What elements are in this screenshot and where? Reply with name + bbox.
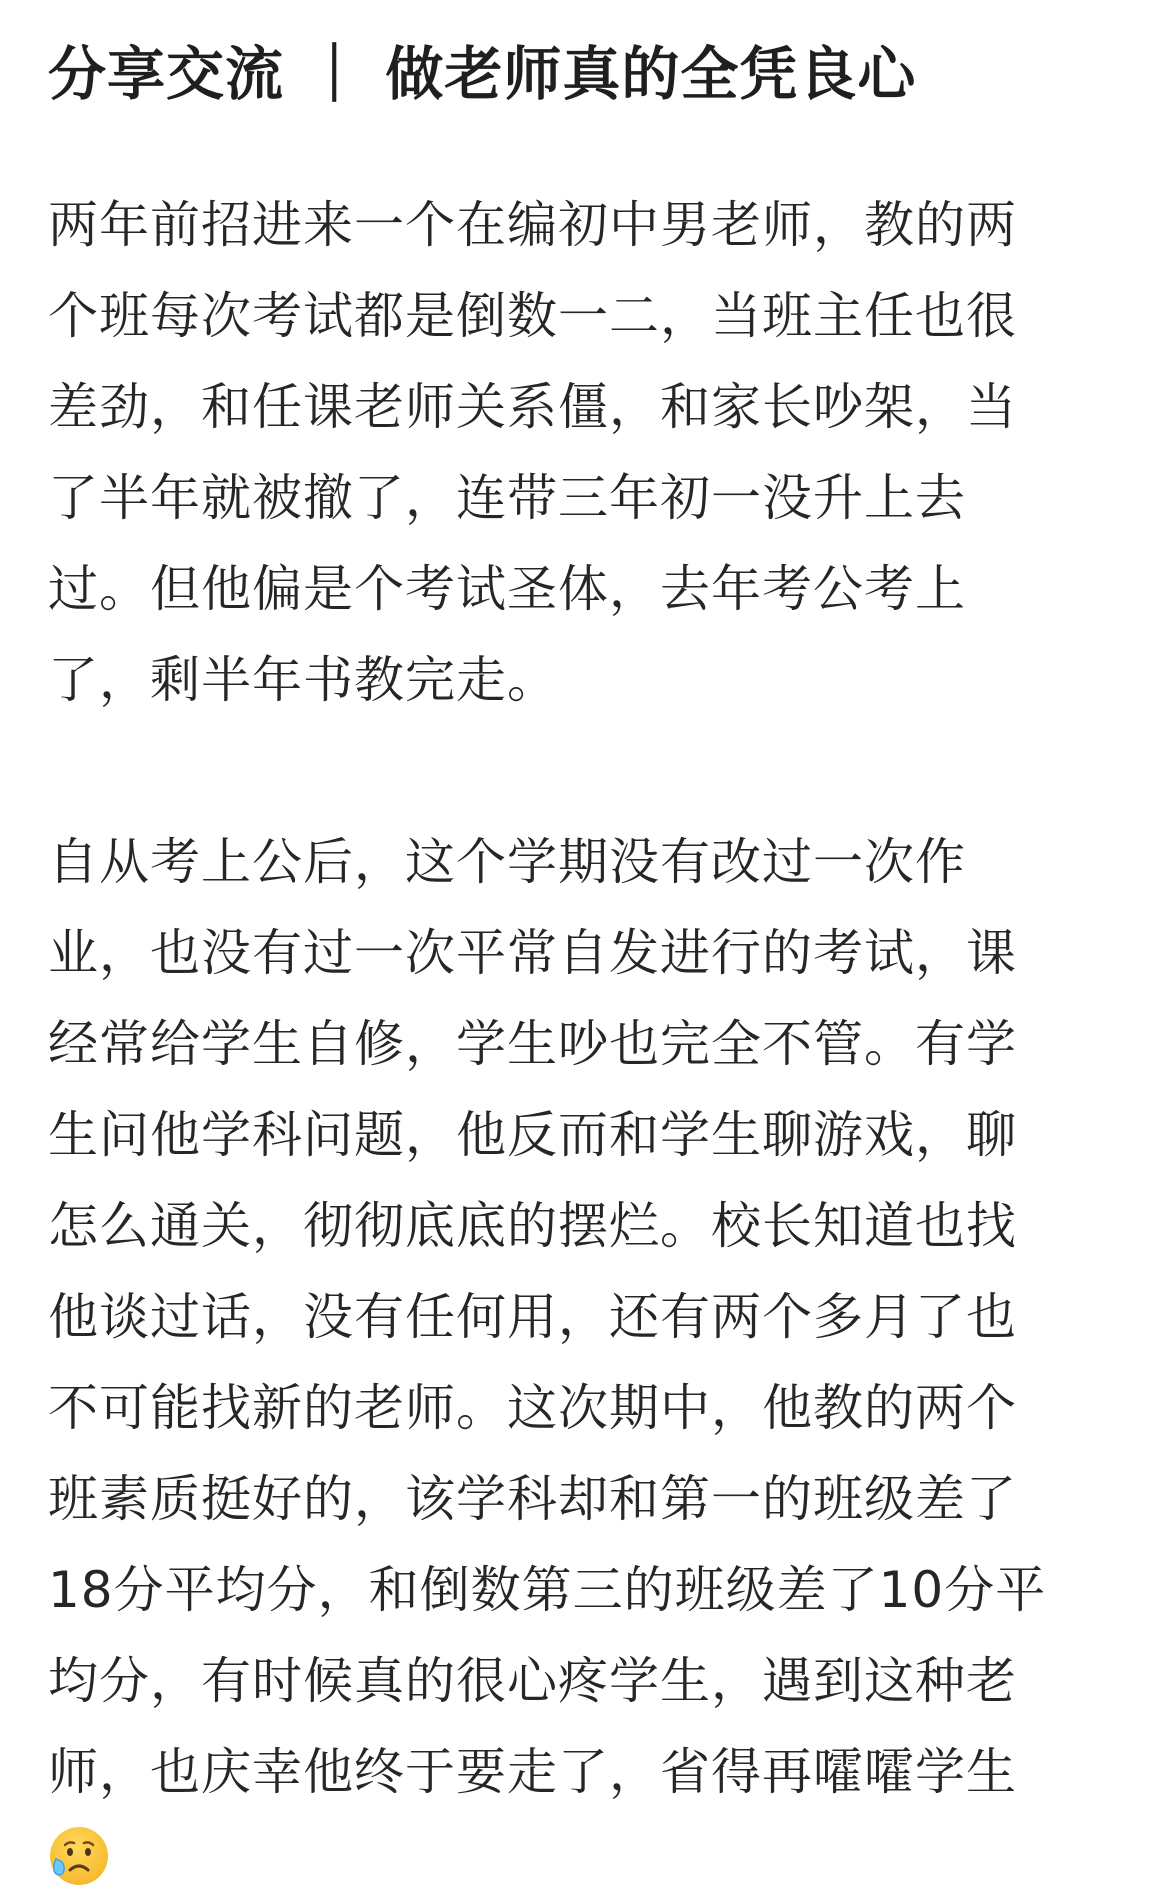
post-title: 分享交流 ｜ 做老师真的全凭良心 <box>48 40 917 108</box>
text-line: 班素质挺好的，该学科却和第一的班级差了 <box>48 1470 1017 1528</box>
text-line: 不可能找新的老师。这次期中，他教的两个 <box>48 1379 1017 1437</box>
sad-sweat-face-icon-graphic <box>48 1825 110 1887</box>
text-line: 18分平均分，和倒数第三的班级差了10分平 <box>48 1561 1047 1619</box>
text-line: 师，也庆幸他终于要走了，省得再嚯嚯学生 <box>48 1743 1017 1801</box>
text-line: 了，剩半年书教完走。 <box>48 651 558 709</box>
text-line: 业，也没有过一次平常自发进行的考试，课 <box>48 924 1017 982</box>
text-line: 过。但他偏是个考试圣体，去年考公考上 <box>48 560 966 618</box>
paragraph-2 <box>48 817 1108 1818</box>
text-line: 两年前招进来一个在编初中男老师，教的两 <box>48 196 1017 254</box>
sad-sweat-face-icon <box>48 1825 110 1887</box>
paragraph-1 <box>48 180 1108 726</box>
text-line: 均分，有时候真的很心疼学生，遇到这种老 <box>48 1652 1017 1710</box>
text-line: 个班每次考试都是倒数一二，当班主任也很 <box>48 287 1017 345</box>
text-line: 怎么通关，彻彻底底的摆烂。校长知道也找 <box>48 1197 1017 1255</box>
text-line: 自从考上公后，这个学期没有改过一次作 <box>48 833 966 891</box>
text-line: 他谈过话，没有任何用，还有两个多月了也 <box>48 1288 1017 1346</box>
text-line: 差劲，和任课老师关系僵，和家长吵架，当 <box>48 378 1017 436</box>
text-line: 了半年就被撤了，连带三年初一没升上去 <box>48 469 966 527</box>
text-line: 经常给学生自修，学生吵也完全不管。有学 <box>48 1015 1017 1073</box>
text-line: 生问他学科问题，他反而和学生聊游戏，聊 <box>48 1106 1017 1164</box>
